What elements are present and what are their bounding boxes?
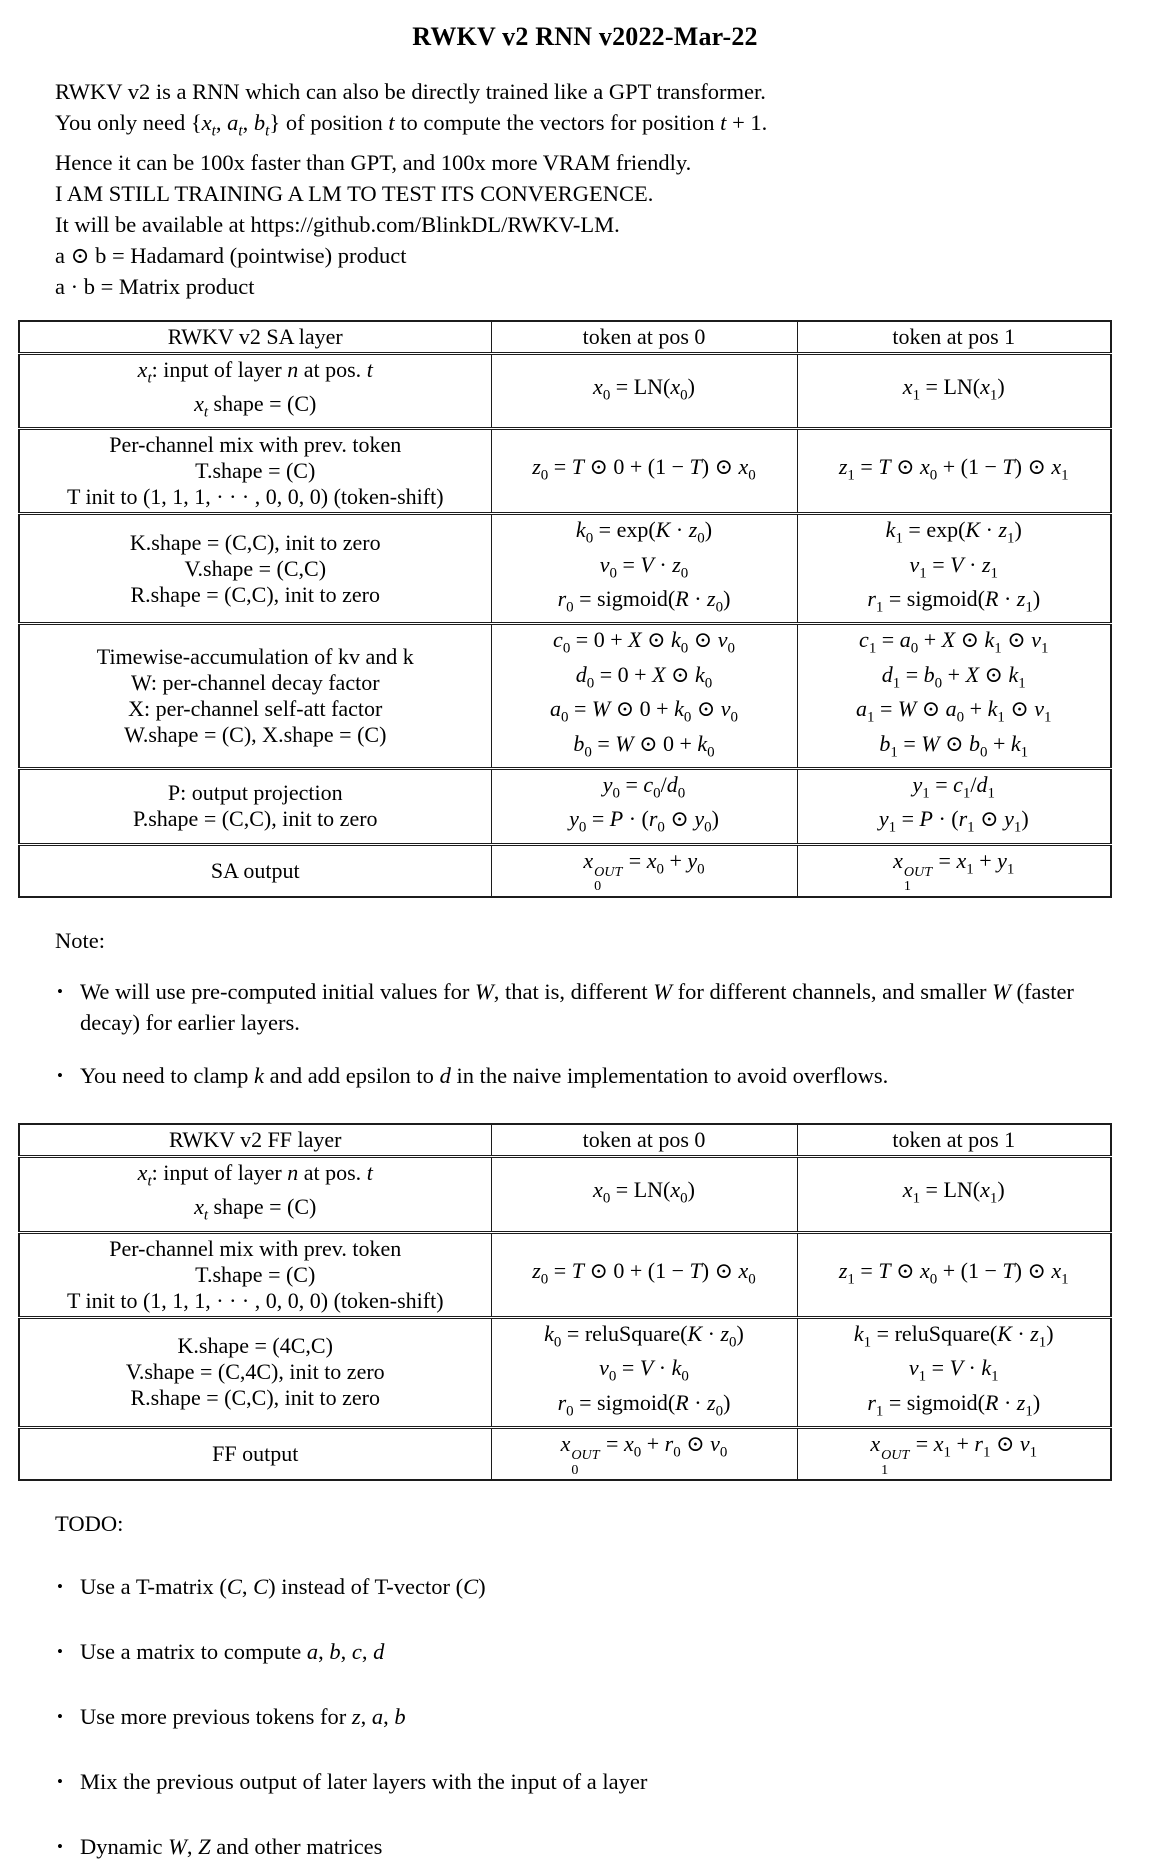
sa-row-accumulation [19,624,1111,769]
row-label-cell: FF output [19,1428,491,1481]
intro-line-repo-url: It will be available at https://github.com/BlinkDL/RWKV-LM. [55,211,620,237]
formula-cell-pos0: $z_0 = T$ ⊙ 0 + (1 − T) ⊙ $x_0$ [491,1232,797,1317]
ff-row-output [19,1428,1111,1481]
note-list [0,976,1170,1091]
bullet-icon: • [57,1772,63,1792]
intro-line: RWKV v2 is a RNN which can also be directly trained like a GPT transformer. [55,79,766,104]
sa-table-header-row [19,321,1111,354]
todo-item-text: Use more previous tokens for z, a, b [80,1704,406,1730]
sa-row-input [19,353,1111,429]
ff-row-input [19,1157,1111,1233]
note-item [57,976,1119,1038]
todo-item [57,1766,1119,1797]
bullet-icon: • [57,1707,63,1727]
sa-table-header-pos1: token at pos 1 [797,321,1111,354]
row-label-cell: $x_t$: input of layer n at pos. t $x_t$ shape = (C) [19,1157,491,1233]
sa-table-header-pos0: token at pos 0 [491,321,797,354]
ff-layer-table [18,1123,1112,1481]
row-label-cell: K.shape = (C,C), init to zero V.shape = (C,C) R.shape = (C,C), init to zero [19,514,491,624]
ff-table-header-layer: RWKV v2 FF layer [19,1124,491,1157]
formula-cell-pos0: $c_0 = 0 + X$ ⊙ $k_0$ ⊙ $v_0$ $d_0 = 0 + X$ ⊙ $k_0$ $a_0 = W$ ⊙ $0 + k_0$ ⊙ $v_0$ $b_0 = W$ ⊙ $0 + k_0$ [491,624,797,769]
todo-item [57,1636,1119,1667]
bullet-icon: • [57,1066,63,1086]
formula-cell-pos1: $z_1 = T$ ⊙ $x_0 + (1 - T)$ ⊙ $x_1$ [797,1232,1111,1317]
row-label-cell: $x_t$: input of layer n at pos. t $x_t$ shape = (C) [19,353,491,429]
formula-cell-pos0: x OUT 0 = $x_0 + y_0$ [491,844,797,897]
formula-cell-pos1: x OUT 1 = $x_1 + y_1$ [797,844,1111,897]
page-title: RWKV v2 RNN v2022-Mar-22 [412,22,758,51]
formula-cell-pos0: $k_0$ = reluSquare(K · $z_0$) $v_0 = V \cdot k_0$ $r_0$ = sigmoid(R · $z_0$) [491,1317,797,1427]
row-label-cell: SA output [19,844,491,897]
formula-cell-pos0: $z_0 = T$ ⊙ 0 + (1 − T) ⊙ $x_0$ [491,429,797,514]
ff-row-tokenmix [19,1232,1111,1317]
bullet-icon: • [57,1837,63,1857]
formula-cell-pos0: $x_0 = LN(x_0)$ [491,1157,797,1233]
formula-cell-pos1: x OUT 1 = $x_1 + r_1$ ⊙ $v_1$ [797,1428,1111,1481]
todo-item-text: Use a matrix to compute a, b, c, d [80,1639,385,1665]
todo-list [0,1571,1170,1862]
row-label-cell: Timewise-accumulation of kv and k W: per-channel decay factor X: per-channel self-att factor W.shape = (C), X.shape = (C) [19,624,491,769]
bullet-icon: • [57,1577,63,1597]
sa-table-header-layer: RWKV v2 SA layer [19,321,491,354]
sa-row-projection [19,769,1111,845]
sa-row-tokenmix [19,429,1111,514]
todo-item-text: Mix the previous output of later layers with the input of a layer [80,1769,648,1795]
note-item [57,1060,1119,1091]
sa-row-kvr [19,514,1111,624]
todo-item-text: Dynamic W, Z and other matrices [80,1834,383,1860]
sa-row-output [19,844,1111,897]
row-label-cell: P: output projection P.shape = (C,C), init to zero [19,769,491,845]
formula-cell-pos1: $k_1 = \exp(K \cdot z_1)$ $v_1 = V \cdot z_1$ $r_1$ = sigmoid(R · $z_1$) [797,514,1111,624]
intro-line-matrix-def: a · b = Matrix product [55,273,255,299]
intro-line-hadamard-def: a ⊙ b = Hadamard (pointwise) product [55,242,407,268]
formula-cell-pos1: $x_1 = LN(x_1)$ [797,1157,1111,1233]
todo-heading: TODO: [55,1511,124,1537]
intro-line: You only need {$x_t$, $a_t$, $b_t$} of position t to compute the vectors for position t + 1. [55,110,768,140]
note-item-text: You need to clamp k and add epsilon to d in the naive implementation to avoid overflows. [80,1063,889,1089]
todo-item [57,1831,1119,1862]
ff-table-header-pos0: token at pos 0 [491,1124,797,1157]
row-label-cell: K.shape = (4C,C) V.shape = (C,4C), init to zero R.shape = (C,C), init to zero [19,1317,491,1427]
formula-cell-pos0: $y_0 = c_0/d_0$ $y_0 = P \cdot (r_0$ ⊙ $y_0$) [491,769,797,845]
formula-cell-pos0: x OUT 0 = $x_0 + r_0$ ⊙ $v_0$ [491,1428,797,1481]
intro-line: Hence it can be 100x faster than GPT, and 100x more VRAM friendly. [55,149,692,175]
sa-layer-table [18,320,1112,899]
formula-cell-pos1: $x_1 = LN(x_1)$ [797,353,1111,429]
formula-cell-pos1: $k_1$ = reluSquare(K · $z_1$) $v_1 = V \cdot k_1$ $r_1$ = sigmoid(R · $z_1$) [797,1317,1111,1427]
note-heading: Note: [55,928,105,954]
formula-cell-pos0: $x_0 = LN(x_0)$ [491,353,797,429]
bullet-icon: • [57,1642,63,1662]
ff-row-kvr [19,1317,1111,1427]
intro-paragraph [55,76,1120,302]
formula-cell-pos1: $c_1 = a_0 + X$ ⊙ $k_1$ ⊙ $v_1$ $d_1 = b_0 + X$ ⊙ $k_1$ $a_1 = W$ ⊙ $a_0 + k_1$ ⊙ $v_1$ $b_1 = W$ ⊙ $b_0 + k_1$ [797,624,1111,769]
bullet-icon: • [57,982,63,1002]
formula-cell-pos0: $k_0 = \exp(K \cdot z_0)$ $v_0 = V \cdot z_0$ $r_0$ = sigmoid(R · $z_0$) [491,514,797,624]
formula-cell-pos1: $z_1 = T$ ⊙ $x_0 + (1 - T)$ ⊙ $x_1$ [797,429,1111,514]
formula-cell-pos1: $y_1 = c_1/d_1$ $y_1 = P \cdot (r_1$ ⊙ $y_1$) [797,769,1111,845]
todo-item [57,1701,1119,1732]
ff-table-header-pos1: token at pos 1 [797,1124,1111,1157]
todo-item [57,1571,1119,1602]
note-item-text: We will use pre-computed initial values for W, that is, different W for different channels, and smaller W (faster decay) for earlier layers. [80,979,1074,1036]
intro-line: I AM STILL TRAINING A LM TO TEST ITS CONVERGENCE. [55,180,654,206]
row-label-cell: Per-channel mix with prev. token T.shape = (C) T init to (1, 1, 1, · · · , 0, 0, 0) (token-shift) [19,429,491,514]
row-label-cell: Per-channel mix with prev. token T.shape = (C) T init to (1, 1, 1, · · · , 0, 0, 0) (token-shift) [19,1232,491,1317]
todo-item-text: Use a T-matrix (C, C) instead of T-vector (C) [80,1574,486,1600]
ff-table-header-row [19,1124,1111,1157]
